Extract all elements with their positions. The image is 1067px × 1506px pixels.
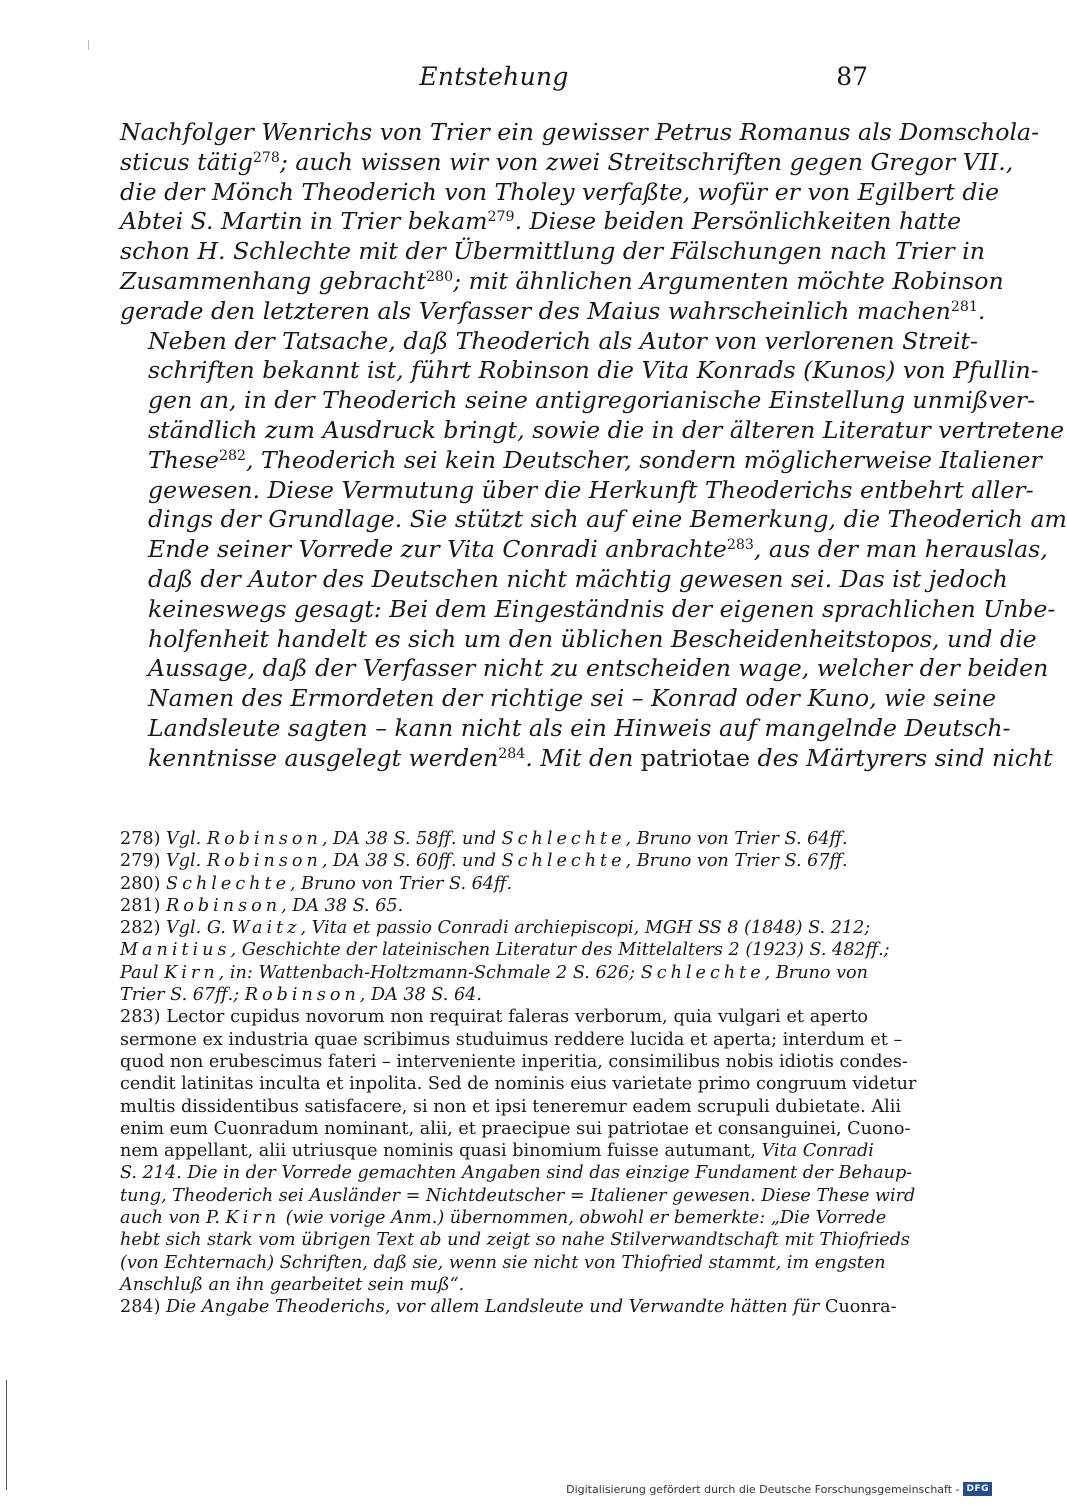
digitization-credit xyxy=(566,1478,992,1500)
footnote-282: 282) Vgl. G. Waitz, Vita et passio Conradi archiepiscopi, MGH SS 8 (1848) S. 212; Manitius, Geschichte der lateinischen Literatur des Mittelalters 2 (1923) S. 482ff.; Paul Kirn, in: Wattenbach-Holtzmann-Schmale 2 S. 626; Schlechte, Bruno von Trier S. 67ff.; Robinson, DA 38 S. 64. xyxy=(120,918,890,1006)
text-line: Ende seiner Vorrede zur Vita Conradi anbrachte$^{283}$, aus der man herauslas, xyxy=(148,535,1048,564)
text-line: These$^{282}$, Theoderich sei kein Deutscher, sondern möglicherweise Italiener xyxy=(148,445,1042,474)
footnote-279: 279) Vgl. Robinson, DA 38 S. 60ff. und Schlechte, Bruno von Trier S. 67ff. xyxy=(120,851,848,872)
text-line: Nachfolger Wenrichs von Trier ein gewisser Petrus Romanus als Domschola- xyxy=(120,118,1040,146)
running-title: Entstehung xyxy=(419,62,569,91)
footnote-284: 284) Die Angabe Theoderichs, vor allem Landsleute und Verwandte hätten für Cuonra- xyxy=(120,1297,897,1318)
text-line: gewesen. Diese Vermutung über die Herkunft Theoderichs entbehrt aller- xyxy=(148,475,1034,504)
footnote-ref[interactable]: 280 xyxy=(426,269,454,286)
credit-text: Digitalisierung gefördert durch die Deutsche Forschungsgemeinschaft - xyxy=(566,1482,960,1496)
text-line: Aussage, daß der Verfasser nicht zu entscheiden wage, welcher der beiden xyxy=(148,654,1049,683)
text-line: schriften bekannt ist, führt Robinson die Vita Konrads (Kunos) von Pfullin- xyxy=(148,356,1039,385)
scan-margin-mark xyxy=(88,40,89,50)
paragraph xyxy=(120,326,1067,774)
text-line: gen an, in der Theoderich seine antigregorianische Einstellung unmißver- xyxy=(148,386,1036,415)
scan-margin-rule xyxy=(6,1380,7,1490)
footnote-283: 283) Lector cupidus novorum non requirat faleras verborum, quia vulgari et aperto sermone ex industria quae scribimus studuimus reddere lucida et aperta; interdum et – quod non erubescimus fateri – interveniente inperitia, consimilibus nobis idiotis condes- cendit latinitas inculta et inpolita. Sed de nominis eius varietate primo congruum videtur multis dissidentibus satisfacere, si non et ipsi teneremur eadem scrupuli dubietate. Alii enim eum Cuonradum nominant, alii, et praecipue sui patriotae et consanguinei, Cuono- nem appellant, alii utriusque nominis quasi binomium fuisse autumant, Vita Conradi S. 214. Die in der Vorrede gemachten Angaben sind das einzige Fundament der Behaup- tung, Theoderich sei Ausländer = Nichtdeutscher = Italiener gewesen. Diese These wird auch von P. Kirn (wie vorige Anm.) übernommen, obwohl er bemerkte: „Die Vorrede hebt sich stark vom übrigen Text ab und zeigt so nahe Stilverwandtschaft mit Thiofrieds (von Echternach) Schriften, daß sie, wenn sie nicht von Thiofried stammt, im engsten Anschluß an ihn gearbeitet sein muß“. xyxy=(120,1007,917,1295)
text-line: Zusammenhang gebracht$^{280}$; mit ähnlichen Argumenten möchte Robinson xyxy=(120,266,1004,295)
text-line: daß der Autor des Deutschen nicht mächtig gewesen sei. Das ist jedoch xyxy=(148,564,1008,593)
text-line: die der Mönch Theoderich von Tholey verfaßte, wofür er von Egilbert die xyxy=(120,177,1000,206)
footnote-ref[interactable]: 282 xyxy=(218,447,246,464)
page-header xyxy=(120,62,868,98)
text-line: dings der Grundlage. Sie stützt sich auf eine Bemerkung, die Theoderich am xyxy=(148,505,1067,534)
text-line: schon H. Schlechte mit der Übermittlung der Fälschungen nach Trier in xyxy=(120,237,985,266)
page-number: 87 xyxy=(836,62,868,91)
text-line: Abtei S. Martin in Trier bekam$^{279}$. Diese beiden Persönlichkeiten hatte xyxy=(120,207,962,236)
main-text xyxy=(120,118,1067,774)
text-line: Neben der Tatsache, daß Theoderich als Autor von verlorenen Streit- xyxy=(148,326,978,355)
footnote-ref[interactable]: 283 xyxy=(726,537,754,554)
text-line: keineswegs gesagt: Bei dem Eingeständnis der eigenen sprachlichen Unbe- xyxy=(148,594,1056,623)
footnote-278: 278) Vgl. Robinson, DA 38 S. 58ff. und Schlechte, Bruno von Trier S. 64ff. xyxy=(120,829,848,849)
text-line: Landsleute sagten – kann nicht als ein Hinweis auf mangelnde Deutsch- xyxy=(148,713,1011,742)
footnote-ref[interactable]: 279 xyxy=(487,209,515,226)
text-line: gerade den letzteren als Verfasser des Maius wahrscheinlich machen$^{281}$. xyxy=(120,296,986,325)
footnote-ref[interactable]: 278 xyxy=(252,150,280,167)
text-line: kenntnisse ausgelegt werden$^{284}$. Mit den patriotae des Märtyrers sind nicht xyxy=(148,743,1053,772)
footnotes xyxy=(120,828,917,1319)
footnote-ref[interactable]: 284 xyxy=(498,745,526,762)
dfg-logo: DFG xyxy=(963,1482,992,1496)
text-line: ständlich zum Ausdruck bringt, sowie die in der älteren Literatur vertretene xyxy=(148,415,1065,444)
footnote-281: 281) Robinson, DA 38 S. 65. xyxy=(120,895,404,916)
footnote-280: 280) Schlechte, Bruno von Trier S. 64ff. xyxy=(120,873,513,894)
footnote-ref[interactable]: 281 xyxy=(950,299,978,315)
paragraph xyxy=(120,118,1040,327)
text-line: Namen des Ermordeten der richtige sei – Konrad oder Kuno, wie seine xyxy=(148,684,997,713)
text-line: sticus tätig$^{278}$; auch wissen wir von zwei Streitschriften gegen Gregor VII., xyxy=(120,147,1014,176)
text-line: holfenheit handelt es sich um den üblichen Bescheidenheitstopos, und die xyxy=(148,624,1037,653)
